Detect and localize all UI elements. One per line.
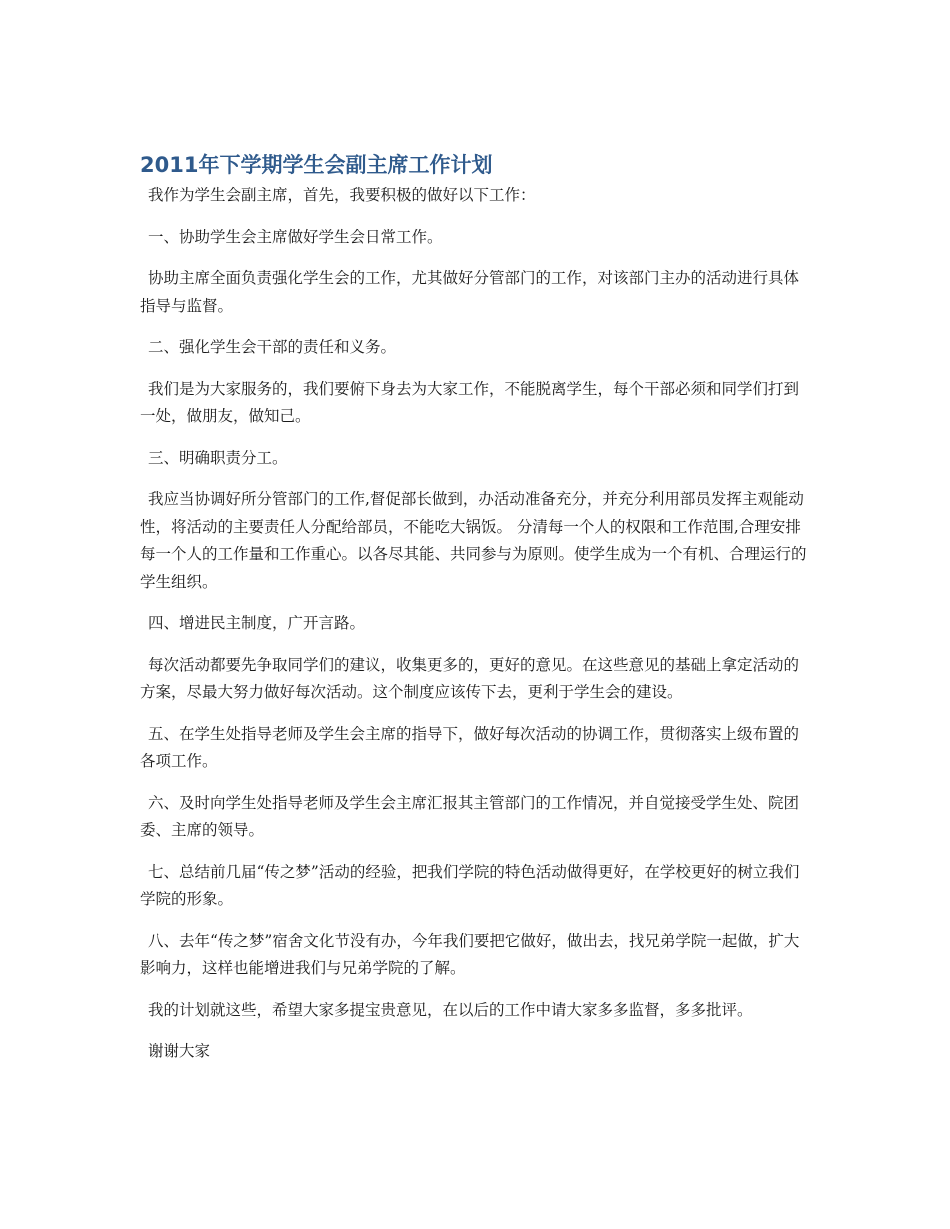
- section-heading-1: 一、协助学生会主席做好学生会日常工作。: [148, 227, 443, 246]
- section-heading-3: 三、明确职责分工。: [148, 448, 288, 467]
- paragraph-3: 我应当协调好所分管部门的工作,督促部长做到，办活动准备充分，并充分利用部员发挥主观能动性，将活动的主要责任人分配给部员，不能吃大锅饭。 分清每一个人的权限和工作范围,合理安排每一个人的工作量和工作重心。以各尽其能、共同参与为原则。使学生成为一个有机、合理运行的学生组织。: [140, 490, 807, 591]
- document-title: 2011年下学期学生会副主席工作计划: [140, 153, 493, 177]
- paragraph-2: 我们是为大家服务的，我们要俯下身去为大家工作，不能脱离学生，每个干部必须和同学们打到一处，做朋友，做知己。: [140, 379, 800, 425]
- section-item-7: 七、总结前几届“传之梦”活动的经验，把我们学院的特色活动做得更好，在学校更好的树立我们学院的形象。: [140, 862, 800, 908]
- section-item-6: 六、及时向学生处指导老师及学生会主席汇报其主管部门的工作情况，并自觉接受学生处、院团委、主席的领导。: [140, 793, 800, 839]
- section-heading-4: 四、增进民主制度，广开言路。: [148, 614, 366, 632]
- section-heading-2: 二、强化学生会干部的责任和义务。: [148, 338, 397, 356]
- paragraph-1: 协助主席全面负责强化学生会的工作，尤其做好分管部门的工作，对该部门主办的活动进行具体指导与监督。: [140, 269, 800, 315]
- paragraph-4: 每次活动都要先争取同学们的建议，收集更多的，更好的意见。在这些意见的基础上拿定活动的方案，尽最大努力做好每次活动。这个制度应该传下去，更利于学生会的建设。: [140, 655, 800, 701]
- paragraph-thanks: 谢谢大家: [148, 1042, 211, 1060]
- paragraph-intro: 我作为学生会副主席，首先，我要积极的做好以下工作：: [148, 186, 536, 204]
- section-item-8: 八、去年“传之梦”宿舍文化节没有办，今年我们要把它做好，做出去，找兄弟学院一起做，扩大影响力，这样也能增进我们与兄弟学院的了解。: [140, 931, 800, 977]
- document-page: [140, 150, 812, 1080]
- paragraph-closing: 我的计划就这些，希望大家多提宝贵意见，在以后的工作中请大家多多监督，多多批评。: [148, 1000, 753, 1019]
- section-item-5: 五、在学生处指导老师及学生会主席的指导下，做好每次活动的协调工作，贯彻落实上级布置的各项工作。: [140, 724, 800, 770]
